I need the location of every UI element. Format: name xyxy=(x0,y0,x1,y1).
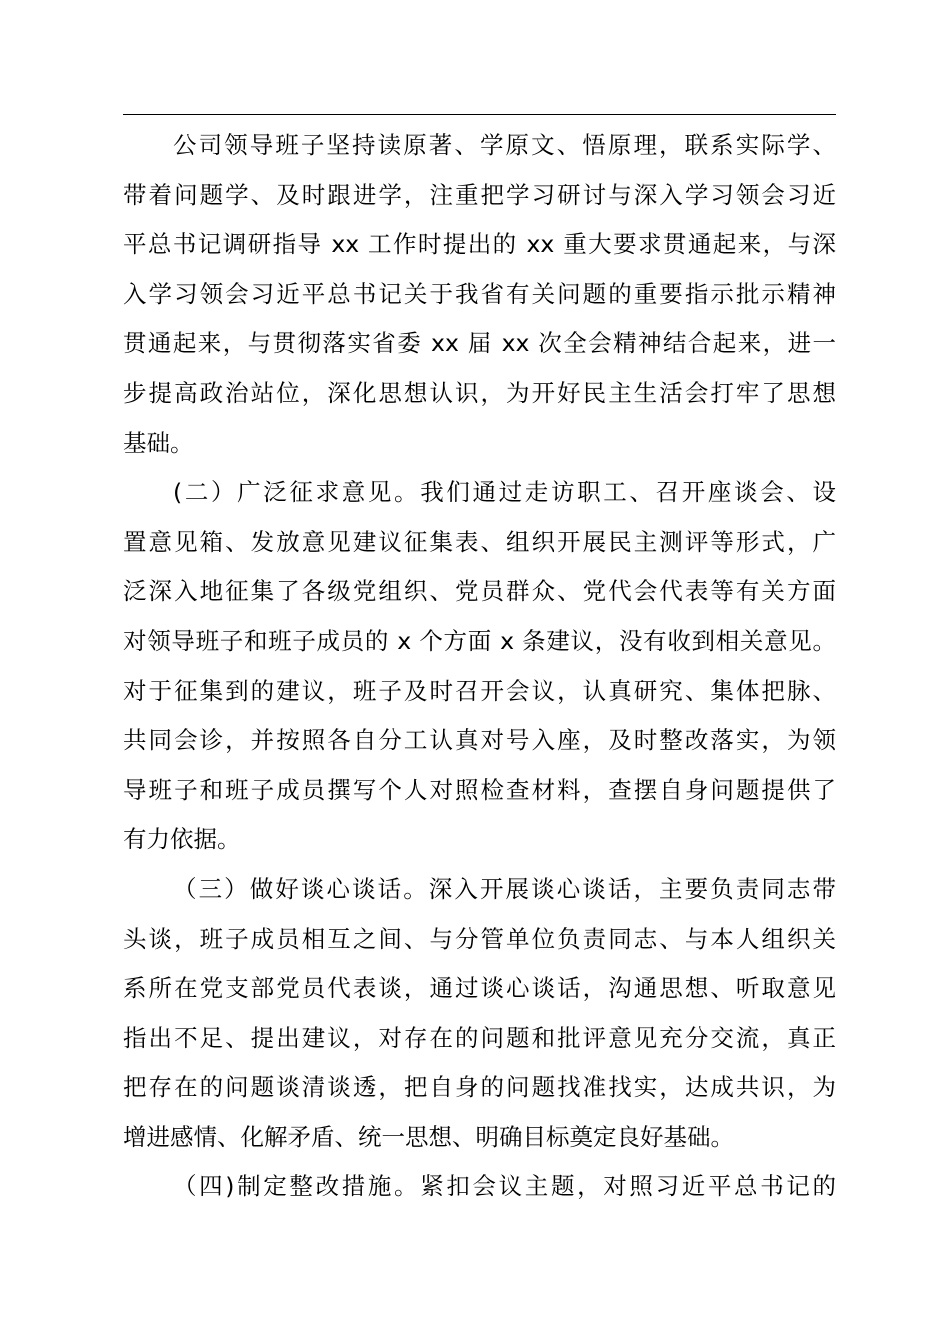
paragraph-line: （三）做好谈心谈话。深入开展谈心谈话，主要负责同志带 xyxy=(173,874,836,903)
paragraph-line: 导班子和班子成员撰写个人对照检查材料，查摆自身问题提供了 xyxy=(123,775,836,804)
paragraph-line: (二）广泛征求意见。我们通过走访职工、召开座谈会、设 xyxy=(173,478,836,507)
paragraph-line: 入学习领会习近平总书记关于我省有关问题的重要指示批示精神 xyxy=(123,279,836,308)
paragraph-line: 基础。 xyxy=(123,428,194,457)
header-rule xyxy=(123,114,836,115)
paragraph-line: 公司领导班子坚持读原著、学原文、悟原理，联系实际学、 xyxy=(173,131,836,159)
paragraph-line: 贯通起来，与贯彻落实省委 xx 届 xx 次全会精神结合起来，进一 xyxy=(123,329,836,358)
paragraph-line: 把存在的问题谈清谈透，把自身的问题找准找实，达成共识，为 xyxy=(123,1073,836,1102)
paragraph-line: 头谈，班子成员相互之间、与分管单位负责同志、与本人组织关 xyxy=(123,924,836,953)
document-body xyxy=(123,121,836,1212)
paragraph-line: 对于征集到的建议，班子及时召开会议，认真研究、集体把脉、 xyxy=(123,676,836,705)
paragraph-line: 共同会诊，并按照各自分工认真对号入座，及时整改落实，为领 xyxy=(123,726,836,755)
paragraph-line: 步提高政治站位，深化思想认识，为开好民主生活会打牢了思想 xyxy=(123,378,836,407)
paragraph-line: 指出不足、提出建议，对存在的问题和批评意见充分交流，真正 xyxy=(123,1023,836,1052)
paragraph-line: 对领导班子和班子成员的 x 个方面 x 条建议，没有收到相关意见。 xyxy=(123,626,836,655)
paragraph-line: 平总书记调研指导 xx 工作时提出的 xx 重大要求贯通起来，与深 xyxy=(123,230,836,259)
paragraph-line: 置意见箱、发放意见建议征集表、组织开展民主测评等形式，广 xyxy=(123,527,836,556)
paragraph-line: 系所在党支部党员代表谈，通过谈心谈话，沟通思想、听取意见 xyxy=(123,974,836,1003)
paragraph-line: 有力依据。 xyxy=(123,825,241,854)
paragraph-line: 增进感情、化解矛盾、统一思想、明确目标奠定良好基础。 xyxy=(123,1122,734,1151)
paragraph-line: 带着问题学、及时跟进学，注重把学习研讨与深入学习领会习近 xyxy=(123,180,836,209)
paragraph-line: （四)制定整改措施。紧扣会议主题，对照习近平总书记的 xyxy=(173,1172,836,1201)
paragraph-line: 泛深入地征集了各级党组织、党员群众、党代会代表等有关方面 xyxy=(123,577,836,606)
